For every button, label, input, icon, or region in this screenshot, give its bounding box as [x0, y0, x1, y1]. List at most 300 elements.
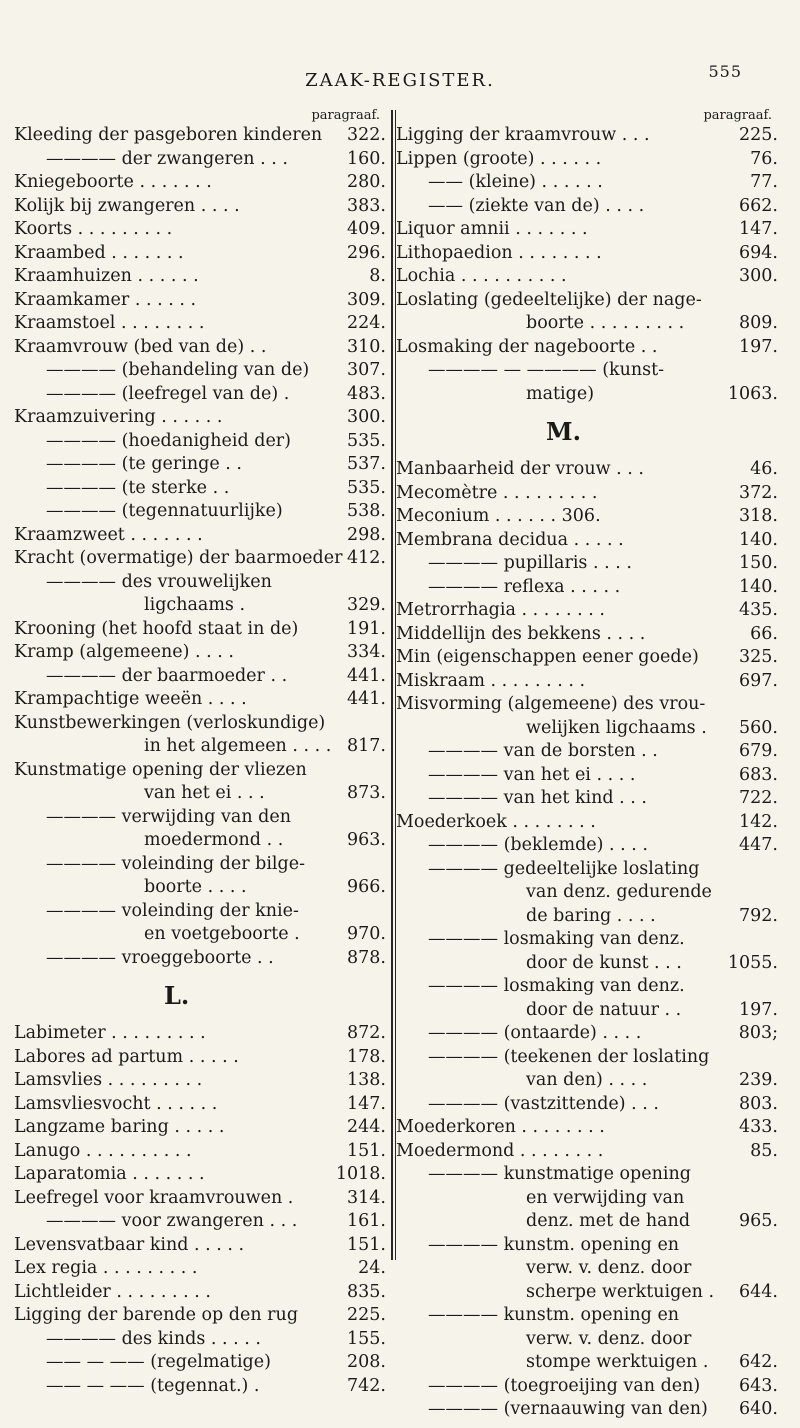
- entry-term: ———— des kinds . . . . .: [46, 1328, 261, 1349]
- index-entry: [14, 1328, 386, 1352]
- entry-term: Leefregel voor kraamvrouwen .: [14, 1187, 294, 1208]
- entry-term: ———— losmaking van denz.: [428, 976, 685, 996]
- entry-paragraph-number: 142.: [739, 811, 778, 832]
- index-entry: [14, 1304, 386, 1328]
- entry-paragraph-number: 560.: [739, 717, 778, 738]
- index-entry: [14, 1046, 386, 1070]
- index-entry: [396, 858, 778, 882]
- entry-paragraph-number: 966.: [347, 877, 386, 897]
- entry-term: Ligging der kraamvrouw . . .: [396, 125, 650, 145]
- index-entry: [14, 500, 386, 524]
- entry-term: van denz. gedurende: [526, 882, 712, 902]
- index-entry: [396, 124, 778, 148]
- entry-term: ———— (beklemde) . . . .: [428, 835, 648, 855]
- entry-term: Lochia . . . . . . . . . .: [396, 266, 567, 286]
- entry-term: —— — —— (tegennat.) .: [46, 1375, 260, 1396]
- entry-term: Moedermond . . . . . . . .: [396, 1140, 604, 1161]
- entry-term: ———— (tegennatuurlijke): [46, 501, 283, 521]
- index-entry: [14, 594, 386, 618]
- index-entry: [396, 623, 778, 647]
- index-entry: [396, 148, 778, 172]
- entry-paragraph-number: 208.: [347, 1352, 386, 1372]
- entry-term: Min (eigenschappen eener goede): [396, 647, 699, 667]
- entry-paragraph-number: 77.: [750, 172, 778, 192]
- entry-term: Middellijn des bekkens . . . .: [396, 623, 646, 644]
- entry-term: ligchaams .: [144, 595, 246, 615]
- entry-paragraph-number: 441.: [347, 689, 386, 709]
- entry-paragraph-number: 878.: [347, 947, 386, 968]
- entry-term: door de natuur . .: [526, 999, 682, 1020]
- entry-term: ———— losmaking van denz.: [428, 929, 685, 949]
- index-entry: [14, 853, 386, 877]
- index-entry: [14, 1281, 386, 1305]
- entry-term: ———— (hoedanigheid der): [46, 430, 291, 451]
- entry-term: ———— (te sterke . .: [46, 477, 230, 498]
- entry-paragraph-number: 224.: [347, 313, 386, 333]
- entry-paragraph-number: 963.: [347, 830, 386, 850]
- entry-term: Levensvatbaar kind . . . . .: [14, 1234, 245, 1255]
- index-entry: [396, 999, 778, 1023]
- entry-term: Kraamzuivering . . . . . .: [14, 407, 223, 427]
- entry-paragraph-number: 161.: [347, 1211, 386, 1231]
- entry-paragraph-number: 314.: [347, 1187, 386, 1208]
- index-entry: [396, 552, 778, 576]
- index-entry: [396, 740, 778, 764]
- entry-paragraph-number: 694.: [739, 242, 778, 263]
- entry-paragraph-number: 239.: [739, 1070, 778, 1090]
- index-entry: [396, 1351, 778, 1375]
- entry-paragraph-number: 441.: [347, 665, 386, 686]
- entry-paragraph-number: 309.: [347, 289, 386, 310]
- entry-paragraph-number: 225.: [739, 125, 778, 145]
- entry-term: Moederkoren . . . . . . . .: [396, 1117, 605, 1137]
- entry-term: Misvorming (algemeene) des vrou-: [396, 694, 706, 714]
- entry-paragraph-number: 138.: [347, 1070, 386, 1090]
- entry-term: Miskraam . . . . . . . . .: [396, 670, 586, 691]
- entry-paragraph-number: 310.: [347, 336, 386, 357]
- index-entry: [14, 876, 386, 900]
- index-entry: [14, 430, 386, 454]
- index-entry: [14, 289, 386, 313]
- entry-paragraph-number: 8.: [369, 266, 386, 286]
- entry-paragraph-number: 643.: [739, 1375, 778, 1396]
- entry-paragraph-number: 809.: [739, 313, 778, 333]
- entry-term: Krampachtige weeën . . . .: [14, 689, 247, 709]
- entry-term: Laparatomia . . . . . . .: [14, 1164, 205, 1184]
- index-entry: [14, 1351, 386, 1375]
- entry-term: Lichtleider . . . . . . . . .: [14, 1281, 211, 1302]
- index-entry: [14, 1187, 386, 1211]
- entry-term: Metrorrhagia . . . . . . . .: [396, 600, 605, 620]
- index-entry: [14, 1375, 386, 1399]
- index-entry: [14, 759, 386, 783]
- entry-paragraph-number: 409.: [347, 219, 386, 239]
- entry-paragraph-number: 296.: [347, 242, 386, 263]
- entry-paragraph-number: 965.: [739, 1211, 778, 1231]
- entry-term: van den) . . . .: [526, 1070, 648, 1090]
- entry-term: door de kunst . . .: [526, 952, 682, 973]
- index-section-m: [396, 458, 778, 1422]
- index-entry: [396, 289, 778, 313]
- entry-term: ———— vroeggeboorte . .: [46, 947, 274, 968]
- entry-term: ———— — ———— (kunst-: [428, 360, 665, 380]
- entry-term: Ligging der barende op den rug: [14, 1305, 299, 1325]
- index-entry: [396, 975, 778, 999]
- entry-paragraph-number: 1018.: [335, 1164, 386, 1184]
- entry-paragraph-number: 537.: [347, 454, 386, 474]
- index-entry: [14, 218, 386, 242]
- entry-term: Losmaking der nageboorte . .: [396, 336, 658, 357]
- index-entry: [14, 712, 386, 736]
- index-entry: [396, 1140, 778, 1164]
- index-entry: [396, 1022, 778, 1046]
- entry-term: Membrana decidua . . . . .: [396, 529, 624, 550]
- entry-paragraph-number: 792.: [739, 905, 778, 926]
- entry-term: —— (kleine) . . . . . .: [428, 172, 603, 192]
- index-entry: [14, 947, 386, 971]
- entry-term: ———— (ontaarde) . . . .: [428, 1023, 642, 1043]
- entry-paragraph-number: 435.: [739, 600, 778, 620]
- entry-term: Lithopaedion . . . . . . . .: [396, 242, 602, 263]
- entry-paragraph-number: 280.: [347, 172, 386, 192]
- index-entry: [396, 1304, 778, 1328]
- entry-term: Lamsvlies . . . . . . . . .: [14, 1070, 203, 1090]
- entry-term: ———— van de borsten . .: [428, 741, 658, 761]
- index-entry: [14, 1210, 386, 1234]
- page-number: 555: [708, 62, 742, 81]
- entry-term: Kunstbewerkingen (verloskundige): [14, 712, 326, 733]
- index-section-k: [14, 124, 386, 970]
- index-entry: [396, 576, 778, 600]
- index-entry: [14, 829, 386, 853]
- index-entry: [396, 1257, 778, 1281]
- entry-term: Kleeding der pasgeboren kinderen: [14, 125, 323, 145]
- index-entry: [396, 1281, 778, 1305]
- index-entry: [396, 1187, 778, 1211]
- index-entry: [396, 336, 778, 360]
- index-entry: [396, 1328, 778, 1352]
- entry-term: scherpe werktuigen .: [526, 1281, 715, 1302]
- index-entry: [14, 359, 386, 383]
- index-entry: [14, 900, 386, 924]
- index-entry: [396, 834, 778, 858]
- entry-term: boorte . . . . . . . . .: [526, 313, 685, 333]
- entry-term: Meconium . . . . . . 306.: [396, 506, 601, 526]
- entry-term: Koorts . . . . . . . . .: [14, 219, 173, 239]
- index-entry: [396, 505, 778, 529]
- entry-paragraph-number: 412.: [347, 548, 386, 568]
- entry-paragraph-number: 803.: [739, 1093, 778, 1114]
- entry-paragraph-number: 433.: [739, 1117, 778, 1137]
- column-divider: [391, 110, 393, 1260]
- index-entry: [396, 952, 778, 976]
- entry-paragraph-number: 151.: [347, 1140, 386, 1161]
- entry-paragraph-number: 76.: [750, 148, 778, 169]
- entry-paragraph-number: 140.: [739, 576, 778, 597]
- entry-term: Labores ad partum . . . . .: [14, 1046, 239, 1067]
- entry-term: Loslating (gedeeltelijke) der nage-: [396, 289, 702, 310]
- entry-term: stompe werktuigen .: [526, 1352, 709, 1372]
- entry-paragraph-number: 298.: [347, 524, 386, 545]
- entry-term: Moederkoek . . . . . . . .: [396, 811, 596, 832]
- entry-term: Kraamhuizen . . . . . .: [14, 266, 199, 286]
- running-header-title: ZAAK-REGISTER.: [305, 70, 495, 91]
- index-column-right: [396, 108, 778, 1422]
- entry-term: ———— voleinding der bilge-: [46, 853, 305, 874]
- entry-term: verw. v. denz. door: [526, 1328, 692, 1349]
- entry-paragraph-number: 178.: [347, 1046, 386, 1067]
- entry-term: ———— kunstm. opening en: [428, 1234, 680, 1255]
- entry-paragraph-number: 329.: [347, 595, 386, 615]
- entry-paragraph-number: 535.: [347, 430, 386, 451]
- entry-term: Kramp (algemeene) . . . .: [14, 642, 234, 662]
- index-entry: [14, 665, 386, 689]
- entry-term: ———— van het ei . . . .: [428, 764, 636, 785]
- entry-term: ———— (te geringe . .: [46, 454, 242, 474]
- entry-term: Lex regia . . . . . . . . .: [14, 1258, 198, 1278]
- entry-paragraph-number: 197.: [739, 999, 778, 1020]
- entry-term: Liquor amnii . . . . . . .: [396, 219, 588, 239]
- entry-term: Kraamkamer . . . . . .: [14, 289, 197, 310]
- index-entry: [14, 1069, 386, 1093]
- index-entry: [396, 764, 778, 788]
- entry-term: moedermond . .: [144, 830, 284, 850]
- entry-paragraph-number: 872.: [347, 1023, 386, 1043]
- index-entry: [14, 1116, 386, 1140]
- entry-term: boorte . . . .: [144, 877, 247, 897]
- index-entry: [14, 618, 386, 642]
- entry-paragraph-number: 300.: [347, 407, 386, 427]
- paragraph-label-left: paragraaf.: [311, 108, 380, 123]
- entry-paragraph-number: 318.: [739, 506, 778, 526]
- entry-term: Kraamvrouw (bed van de) . .: [14, 336, 267, 357]
- entry-paragraph-number: 742.: [347, 1375, 386, 1396]
- entry-paragraph-number: 322.: [347, 125, 386, 145]
- entry-term: welijken ligchaams .: [526, 717, 707, 738]
- entry-term: Langzame baring . . . . .: [14, 1117, 225, 1137]
- index-entry: [14, 1140, 386, 1164]
- entry-paragraph-number: 24.: [358, 1258, 386, 1278]
- entry-term: Kniegeboorte . . . . . . .: [14, 172, 212, 192]
- entry-paragraph-number: 1055.: [727, 952, 778, 973]
- entry-paragraph-number: 46.: [750, 459, 778, 479]
- index-entry: [14, 1093, 386, 1117]
- index-entry: [396, 1234, 778, 1258]
- section-letter-l: L.: [164, 981, 190, 1010]
- entry-term: Kraamzweet . . . . . . .: [14, 524, 203, 545]
- entry-paragraph-number: 197.: [739, 336, 778, 357]
- entry-paragraph-number: 85.: [750, 1140, 778, 1161]
- entry-term: Lanugo . . . . . . . . . .: [14, 1140, 192, 1161]
- entry-paragraph-number: 447.: [739, 835, 778, 855]
- entry-term: Lamsvliesvocht . . . . . .: [14, 1093, 218, 1114]
- index-entry: [14, 1022, 386, 1046]
- entry-paragraph-number: 140.: [739, 529, 778, 550]
- entry-term: in het algemeen . . . .: [144, 736, 332, 756]
- entry-paragraph-number: 325.: [739, 647, 778, 667]
- entry-paragraph-number: 225.: [347, 1305, 386, 1325]
- index-entry: [396, 928, 778, 952]
- entry-term: ———— pupillaris . . . .: [428, 553, 632, 573]
- index-entry: [14, 571, 386, 595]
- entry-term: ———— (teekenen der loslating: [428, 1046, 710, 1067]
- index-entry: [396, 482, 778, 506]
- index-entry: [14, 383, 386, 407]
- index-entry: [14, 688, 386, 712]
- entry-term: Kracht (overmatige) der baarmoeder: [14, 548, 343, 568]
- entry-term: matige): [526, 383, 595, 404]
- entry-paragraph-number: 683.: [739, 764, 778, 785]
- index-entry: [14, 406, 386, 430]
- index-column-left: [14, 108, 386, 1398]
- index-entry: [396, 218, 778, 242]
- entry-term: Mecomètre . . . . . . . . .: [396, 482, 598, 503]
- index-entry: [14, 148, 386, 172]
- index-entry: [14, 195, 386, 219]
- entry-paragraph-number: 535.: [347, 477, 386, 498]
- entry-term: ———— reflexa . . . . .: [428, 576, 621, 597]
- entry-term: ———— (behandeling van de): [46, 360, 310, 380]
- entry-term: denz. met de hand: [526, 1211, 691, 1231]
- entry-term: ———— (vastzittende) . . .: [428, 1093, 659, 1114]
- index-entry: [396, 1163, 778, 1187]
- entry-paragraph-number: 1063.: [727, 383, 778, 404]
- index-entry: [396, 717, 778, 741]
- entry-term: Kolijk bij zwangeren . . . .: [14, 195, 240, 216]
- index-entry: [396, 905, 778, 929]
- entry-term: ———— kunstm. opening en: [428, 1305, 680, 1325]
- index-entry: [396, 1398, 778, 1422]
- entry-paragraph-number: 835.: [347, 1281, 386, 1302]
- index-entry: [396, 787, 778, 811]
- entry-term: en verwijding van: [526, 1187, 685, 1208]
- index-entry: [14, 923, 386, 947]
- entry-term: Kraamstoel . . . . . . . .: [14, 313, 205, 333]
- entry-paragraph-number: 803;: [738, 1023, 778, 1043]
- index-entry: [14, 171, 386, 195]
- index-entry: [396, 242, 778, 266]
- index-entry: [14, 806, 386, 830]
- index-entry: [14, 124, 386, 148]
- entry-term: van het ei . . .: [144, 783, 265, 803]
- index-entry: [396, 811, 778, 835]
- section-letter-m: M.: [546, 417, 581, 446]
- index-entry: [14, 547, 386, 571]
- entry-term: ———— des vrouwelijken: [46, 571, 272, 592]
- entry-term: ———— voor zwangeren . . .: [46, 1211, 298, 1231]
- entry-paragraph-number: 155.: [347, 1328, 386, 1349]
- index-section-l: [14, 1022, 386, 1398]
- entry-paragraph-number: 147.: [347, 1093, 386, 1114]
- index-entry: [14, 312, 386, 336]
- index-entry: [396, 383, 778, 407]
- entry-term: ———— (leefregel van de) .: [46, 383, 290, 404]
- index-entry: [14, 1234, 386, 1258]
- entry-term: de baring . . . .: [526, 905, 656, 926]
- index-entry: [14, 477, 386, 501]
- entry-term: verw. v. denz. door: [526, 1258, 692, 1278]
- entry-term: ———— voleinding der knie-: [46, 900, 299, 921]
- index-entry: [14, 1163, 386, 1187]
- index-entry: [396, 1210, 778, 1234]
- index-entry: [14, 453, 386, 477]
- entry-paragraph-number: 307.: [347, 360, 386, 380]
- index-entry: [14, 641, 386, 665]
- index-entry: [396, 670, 778, 694]
- index-entry: [396, 1116, 778, 1140]
- entry-paragraph-number: 722.: [739, 788, 778, 808]
- index-entry: [396, 599, 778, 623]
- index-entry: [396, 458, 778, 482]
- index-entry: [396, 646, 778, 670]
- entry-paragraph-number: 66.: [750, 623, 778, 644]
- index-section-l-continued: [396, 124, 778, 406]
- entry-term: ———— der baarmoeder . .: [46, 665, 288, 686]
- entry-term: —— — —— (regelmatige): [46, 1352, 271, 1372]
- entry-paragraph-number: 644.: [739, 1281, 778, 1302]
- entry-paragraph-number: 244.: [347, 1117, 386, 1137]
- index-entry: [14, 336, 386, 360]
- index-entry: [396, 359, 778, 383]
- index-entry: [396, 265, 778, 289]
- entry-paragraph-number: 817.: [347, 736, 386, 756]
- index-entry: [396, 1375, 778, 1399]
- index-entry: [14, 265, 386, 289]
- index-entry: [396, 1093, 778, 1117]
- entry-paragraph-number: 679.: [739, 741, 778, 761]
- entry-term: ———— gedeeltelijke loslating: [428, 858, 700, 879]
- entry-term: ———— verwijding van den: [46, 806, 291, 827]
- entry-paragraph-number: 662.: [739, 195, 778, 216]
- entry-paragraph-number: 697.: [739, 670, 778, 691]
- entry-term: ———— (vernaauwing van den): [428, 1399, 708, 1419]
- entry-term: en voetgeboorte .: [144, 924, 300, 944]
- index-entry: [396, 693, 778, 717]
- entry-paragraph-number: 147.: [739, 219, 778, 239]
- entry-paragraph-number: 538.: [347, 501, 386, 521]
- entry-term: Manbaarheid der vrouw . . .: [396, 459, 644, 479]
- entry-paragraph-number: 151.: [347, 1234, 386, 1255]
- index-entry: [396, 529, 778, 553]
- entry-term: Kunstmatige opening der vliezen: [14, 759, 307, 780]
- entry-paragraph-number: 150.: [739, 553, 778, 573]
- index-entry: [14, 524, 386, 548]
- entry-term: ———— van het kind . . .: [428, 788, 647, 808]
- index-entry: [396, 171, 778, 195]
- index-entry: [14, 735, 386, 759]
- index-entry: [396, 312, 778, 336]
- index-entry: [14, 242, 386, 266]
- index-entry: [14, 782, 386, 806]
- entry-paragraph-number: 640.: [739, 1399, 778, 1419]
- entry-paragraph-number: 334.: [347, 642, 386, 662]
- index-entry: [396, 1069, 778, 1093]
- entry-paragraph-number: 160.: [347, 148, 386, 169]
- index-entry: [396, 881, 778, 905]
- entry-paragraph-number: 642.: [739, 1352, 778, 1372]
- entry-term: Lippen (groote) . . . . . .: [396, 148, 602, 169]
- entry-term: ———— (toegroeijing van den): [428, 1375, 701, 1396]
- entry-paragraph-number: 483.: [347, 383, 386, 404]
- entry-paragraph-number: 191.: [347, 618, 386, 639]
- index-entry: [396, 1046, 778, 1070]
- index-entry: [14, 1257, 386, 1281]
- entry-term: Kraambed . . . . . . .: [14, 242, 184, 263]
- paragraph-label-right: paragraaf.: [703, 108, 772, 123]
- entry-paragraph-number: 372.: [739, 482, 778, 503]
- entry-paragraph-number: 300.: [739, 266, 778, 286]
- index-entry: [396, 195, 778, 219]
